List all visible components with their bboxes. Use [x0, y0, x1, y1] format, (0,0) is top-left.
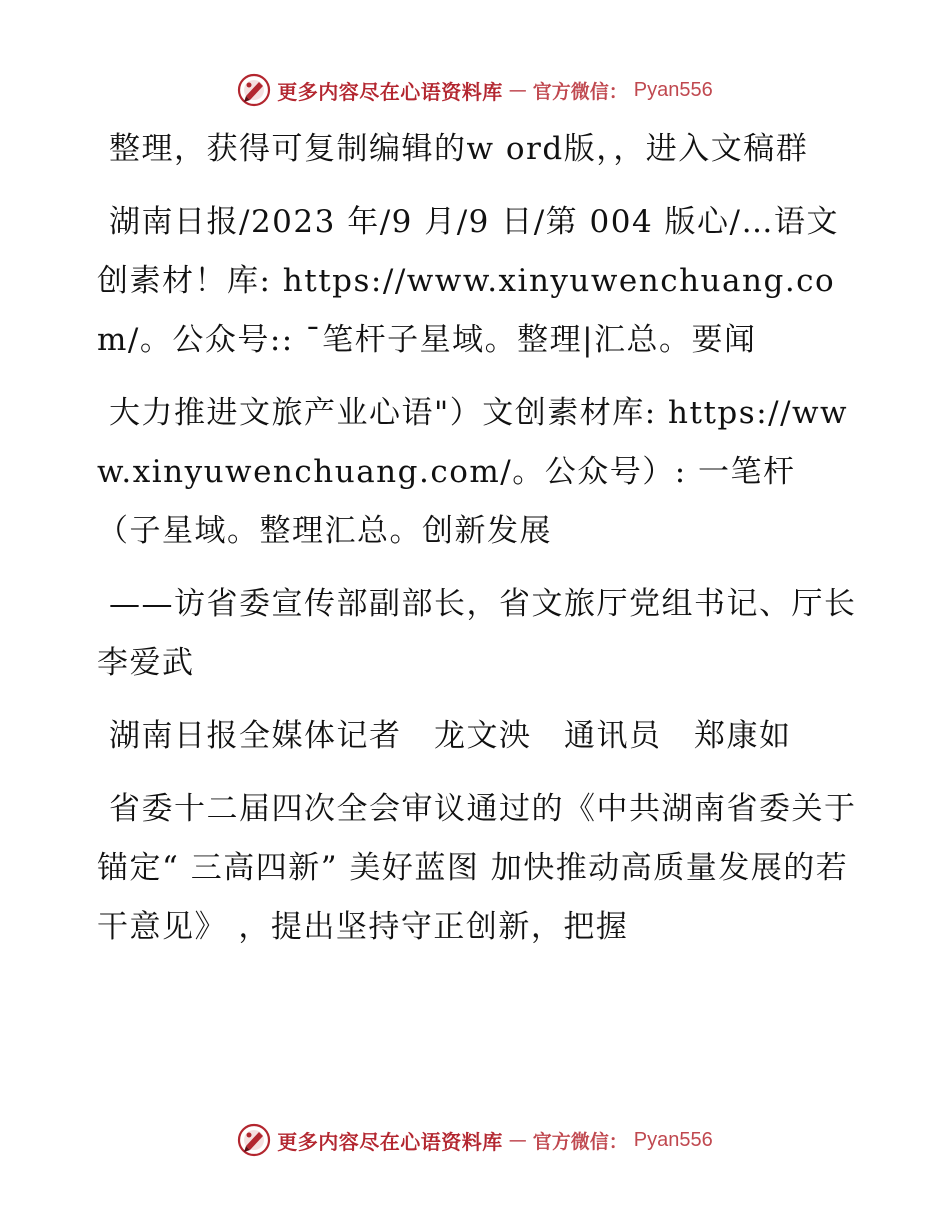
banner-title: 更多内容尽在心语资料库 — [277, 1129, 503, 1154]
header-banner — [0, 70, 950, 110]
paragraph — [97, 780, 857, 957]
paragraph-text: 省委十二届四次全会审议通过的《中共湖南省委关于锚定“ 三高四新” 美好蓝图 加快推动高质量发展的若干意见》 ，提出坚持守正创新，把握 — [97, 791, 857, 945]
paragraph — [97, 575, 857, 693]
paragraph-text: 整理，获得可复制编辑的w ord版，，进入文稿群 — [109, 131, 809, 167]
banner-wechat-id: Pyan556 — [633, 78, 713, 101]
paragraph-text: 大力推进文旅产业心语"）文创素材库: https://www.xinyuwenchuang.com/。公众号）: 一笔杆（子星域。整理汇总。创新发展 — [97, 395, 849, 549]
banner-wechat-label: 官方微信： — [532, 1130, 628, 1153]
paragraph — [97, 707, 857, 766]
footer-banner — [0, 1120, 950, 1160]
banner-title: 更多内容尽在心语资料库 — [277, 79, 503, 104]
banner-separator: — — [508, 1129, 527, 1151]
paragraph — [97, 193, 857, 370]
banner-wechat-id: Pyan556 — [633, 1128, 713, 1151]
paragraph-text: 湖南日报全媒体记者 龙文泱 通讯员 郑康如 — [109, 718, 792, 754]
red-seal-logo-icon — [237, 73, 271, 107]
banner-separator: — — [508, 79, 527, 101]
paragraph — [97, 120, 857, 179]
paragraph-text: 湖南日报/2023 年/9 月/9 日/第 004 版心/…语文创素材！库: https://www.xinyuwenchuang.com/。公众号:: ¯笔杆子星域。整理|汇总。要闻 — [97, 204, 839, 358]
red-seal-logo-icon — [237, 1123, 271, 1157]
paragraph — [97, 384, 857, 561]
banner-wechat-label: 官方微信： — [532, 80, 628, 103]
paragraph-text: ——访省委宣传部副部长，省文旅厅党组书记、厅长李爱武 — [97, 586, 857, 681]
document-body — [97, 120, 857, 971]
